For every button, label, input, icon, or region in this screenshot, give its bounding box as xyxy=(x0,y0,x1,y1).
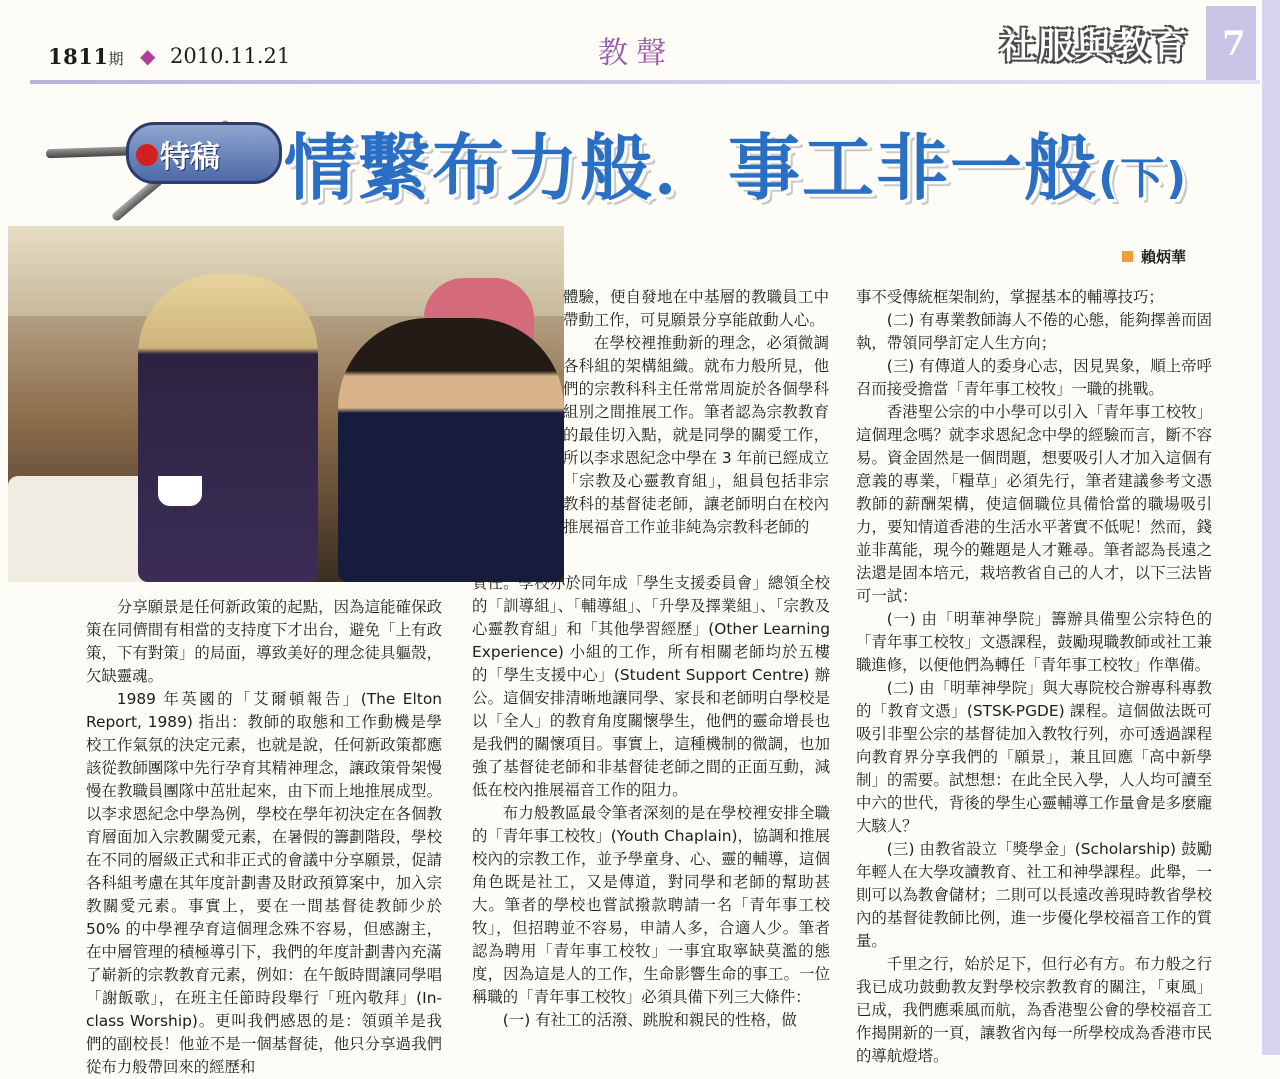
article-photo xyxy=(8,226,564,582)
issue-date: 2010.11.21 xyxy=(170,44,291,68)
headline-part: (下) xyxy=(1098,153,1189,204)
column-2-top xyxy=(563,286,829,539)
paragraph: 體驗，便自發地在中基層的教職員工中帶動工作，可見願景分享能啟動人心。 xyxy=(563,288,829,329)
section-name: 教聲 xyxy=(598,36,674,71)
photo-figure-man xyxy=(338,318,564,582)
headline-text: 情繫布力般．事工非一般 xyxy=(284,126,1099,210)
paragraph: 布力般教區最令筆者深刻的是在學校裡安排全職的「青年事工校牧」(Youth Chaplain)，協調和推展校內的宗教工作，並予學童身、心、靈的輔導，這個角色既是社工，又是傳道，對同學和老師的幫助甚大。筆者的學校也嘗試撥款聘請一名「青年事工校牧」，但招聘並不容易，申請人多，合適人少。筆者認為聘用「青年事工校牧」一事宜取寧缺莫濫的態度，因為這是人的工作，生命影響生命的事工。一位稱職的「青年事工校牧」必須具備下列三大條件： xyxy=(472,804,830,1006)
page-number: 7 xyxy=(1222,24,1246,64)
author-name: 賴炳華 xyxy=(1141,248,1187,266)
column-3 xyxy=(856,286,1212,1068)
red-dot-icon xyxy=(136,144,158,166)
paragraph: 責任。學校亦於同年成「學生支援委員會」總領全校的「訓導組」、「輔導組」、「升學及擇業組」、「宗教及心靈教育組」和「其他學習經歷」(Other Learning Experience) 小組的工作，所有相關老師均於五樓的「學生支援中心」(Student Support Centre) 辦公。這個安排清晰地讓同學、家長和老師明白學校是以「全人」的教育角度關懷學生，他們的靈命增長也是我們的關懷項目。事實上，這種機制的微調，也加強了基督徒老師和非基督徒老師之間的正面互動，減低在校內推展福音工作的阻力。 xyxy=(472,574,830,799)
paragraph: 1989 年英國的「艾爾頓報告」(The Elton Report, 1989) 指出：教師的取態和工作動機是學校工作氣氛的決定元素，也就是說，任何新政策都應該從教師團隊中先行孕育其精神理念，讓政策骨架慢慢在教職員團隊中茁壯起來，由下而上地推展成型。以李求恩紀念中學為例，學校在學年初決定在各個教育層面加入宗教關愛元素，在暑假的籌劃階段，學校在不同的層級正式和非正式的會議中分享願景，促請各科組考慮在其年度計劃書及財政預算案中，加入宗教關愛元素。事實上，要在一間基督徒教師少於 50% 的中學裡孕育這個理念殊不容易，但感謝主，在中層管理的積極導引下，我們的年度計劃書內充滿了嶄新的宗教教育元素，例如：在午飯時間讓同學唱「謝飯歌」，在班主任節時段舉行「班內敬拜」(In-class Worship)。更叫我們感恩的是：領頭羊是我們的副校長！他並不是一個基督徒，他只分享過我們從布力般帶回來的經歷和 xyxy=(86,690,442,1076)
column-1 xyxy=(86,596,442,1079)
badge-label: 特稿 xyxy=(160,140,220,175)
paragraph: 香港聖公宗的中小學可以引入「青年事工校牧」這個理念嗎？就李求恩紀念中學的經驗而言，斷不容易。資金固然是一個問題，想要吸引人才加入這個有意義的專業，「糧草」必須先行，筆者建議參考文憑教師的薪酬架構，使這個職位具備恰當的職場吸引力，要知情道香港的生活水平著實不低呢！然而，錢並非萬能，現今的難題是人才難尋。筆者認為長遠之法還是固本培元，栽培教省自己的人才，以下三法皆可一試： xyxy=(856,403,1212,605)
orange-square-icon xyxy=(1122,251,1133,262)
feature-badge xyxy=(36,108,276,218)
photo-cup xyxy=(158,476,202,506)
column-title: 社服與教育 xyxy=(1000,26,1191,67)
photo-figure-woman xyxy=(138,274,318,582)
paragraph: 千里之行，始於足下，但行必有方。布力般之行我已成功鼓動教友對學校宗教教育的關注，「東風」已成，我們應乘風而航，為香港聖公會的學校福音工作揭開新的一頁，讓教省內每一所學校成為香港市民的導航燈塔。 xyxy=(856,955,1212,1065)
article-headline xyxy=(284,110,1188,214)
paragraph: (二) 有專業教師誨人不倦的心態，能夠擇善而固執，帶領同學訂定人生方向； xyxy=(856,311,1212,352)
paragraph: (一) 由「明華神學院」籌辦具備聖公宗特色的「青年事工校牧」文憑課程，鼓勵現職教師或社工兼職進修，以便他們為轉任「青年事工校牧」作準備。 xyxy=(856,610,1212,674)
diamond-icon: ◆ xyxy=(140,44,156,68)
column-2-bottom xyxy=(472,572,830,1032)
page-edge-strip xyxy=(1262,0,1280,1055)
paragraph: 在學校裡推動新的理念，必須微調各科組的架構組織。就布力般所見，他們的宗教科科主任常常周旋於各個學科組別之間推展工作。筆者認為宗教教育的最佳切入點，就是同學的關愛工作，所以李求恩紀念中學在 3 年前已經成立「宗教及心靈教育組」，組員包括非宗教科的基督徒老師，讓老師明白在校內推展福音工作並非純為宗教科老師的 xyxy=(563,334,829,536)
paragraph: (一) 有社工的活潑、跳脫和親民的性格，做 xyxy=(502,1011,797,1029)
issue-number: 1811期 xyxy=(48,44,124,69)
header-rule xyxy=(30,80,1260,84)
page-header xyxy=(0,0,1280,86)
paragraph: (二) 由「明華神學院」與大專院校合辦專科專教的「教育文憑」(STSK-PGDE) 課程。這個做法既可吸引非聖公宗的基督徒加入教牧行列，亦可透過課程向教育界分享我們的「願景」，兼且回應「高中新學制」的需要。試想想：在此全民入學，人人均可讀至中六的世代，背後的學生心靈輔導工作量會是多麼龐大駭人？ xyxy=(856,679,1212,835)
paragraph: (三) 有傳道人的委身心志，因見異象，順上帝呼召而接受擔當「青年事工校牧」一職的挑戰。 xyxy=(856,357,1212,398)
paragraph: (三) 由教省設立「獎學金」(Scholarship) 鼓勵年輕人在大學攻讀教育、社工和神學課程。此舉，一則可以為教會儲材；二則可以長遠改善現時教省學校內的基督徒教師比例，進一步優化學校福音工作的質量。 xyxy=(856,840,1212,950)
author-byline xyxy=(1122,246,1186,267)
paragraph: 分享願景是任何新政策的起點，因為這能確保政策在同儕間有相當的支持度下才出台，避免「上有政策，下有對策」的局面，導致美好的理念徒具軀殼，欠缺靈魂。 xyxy=(86,598,442,685)
issue-suffix: 期 xyxy=(108,50,124,68)
paragraph: 事不受傳統框架制約，掌握基本的輔導技巧； xyxy=(856,288,1164,306)
